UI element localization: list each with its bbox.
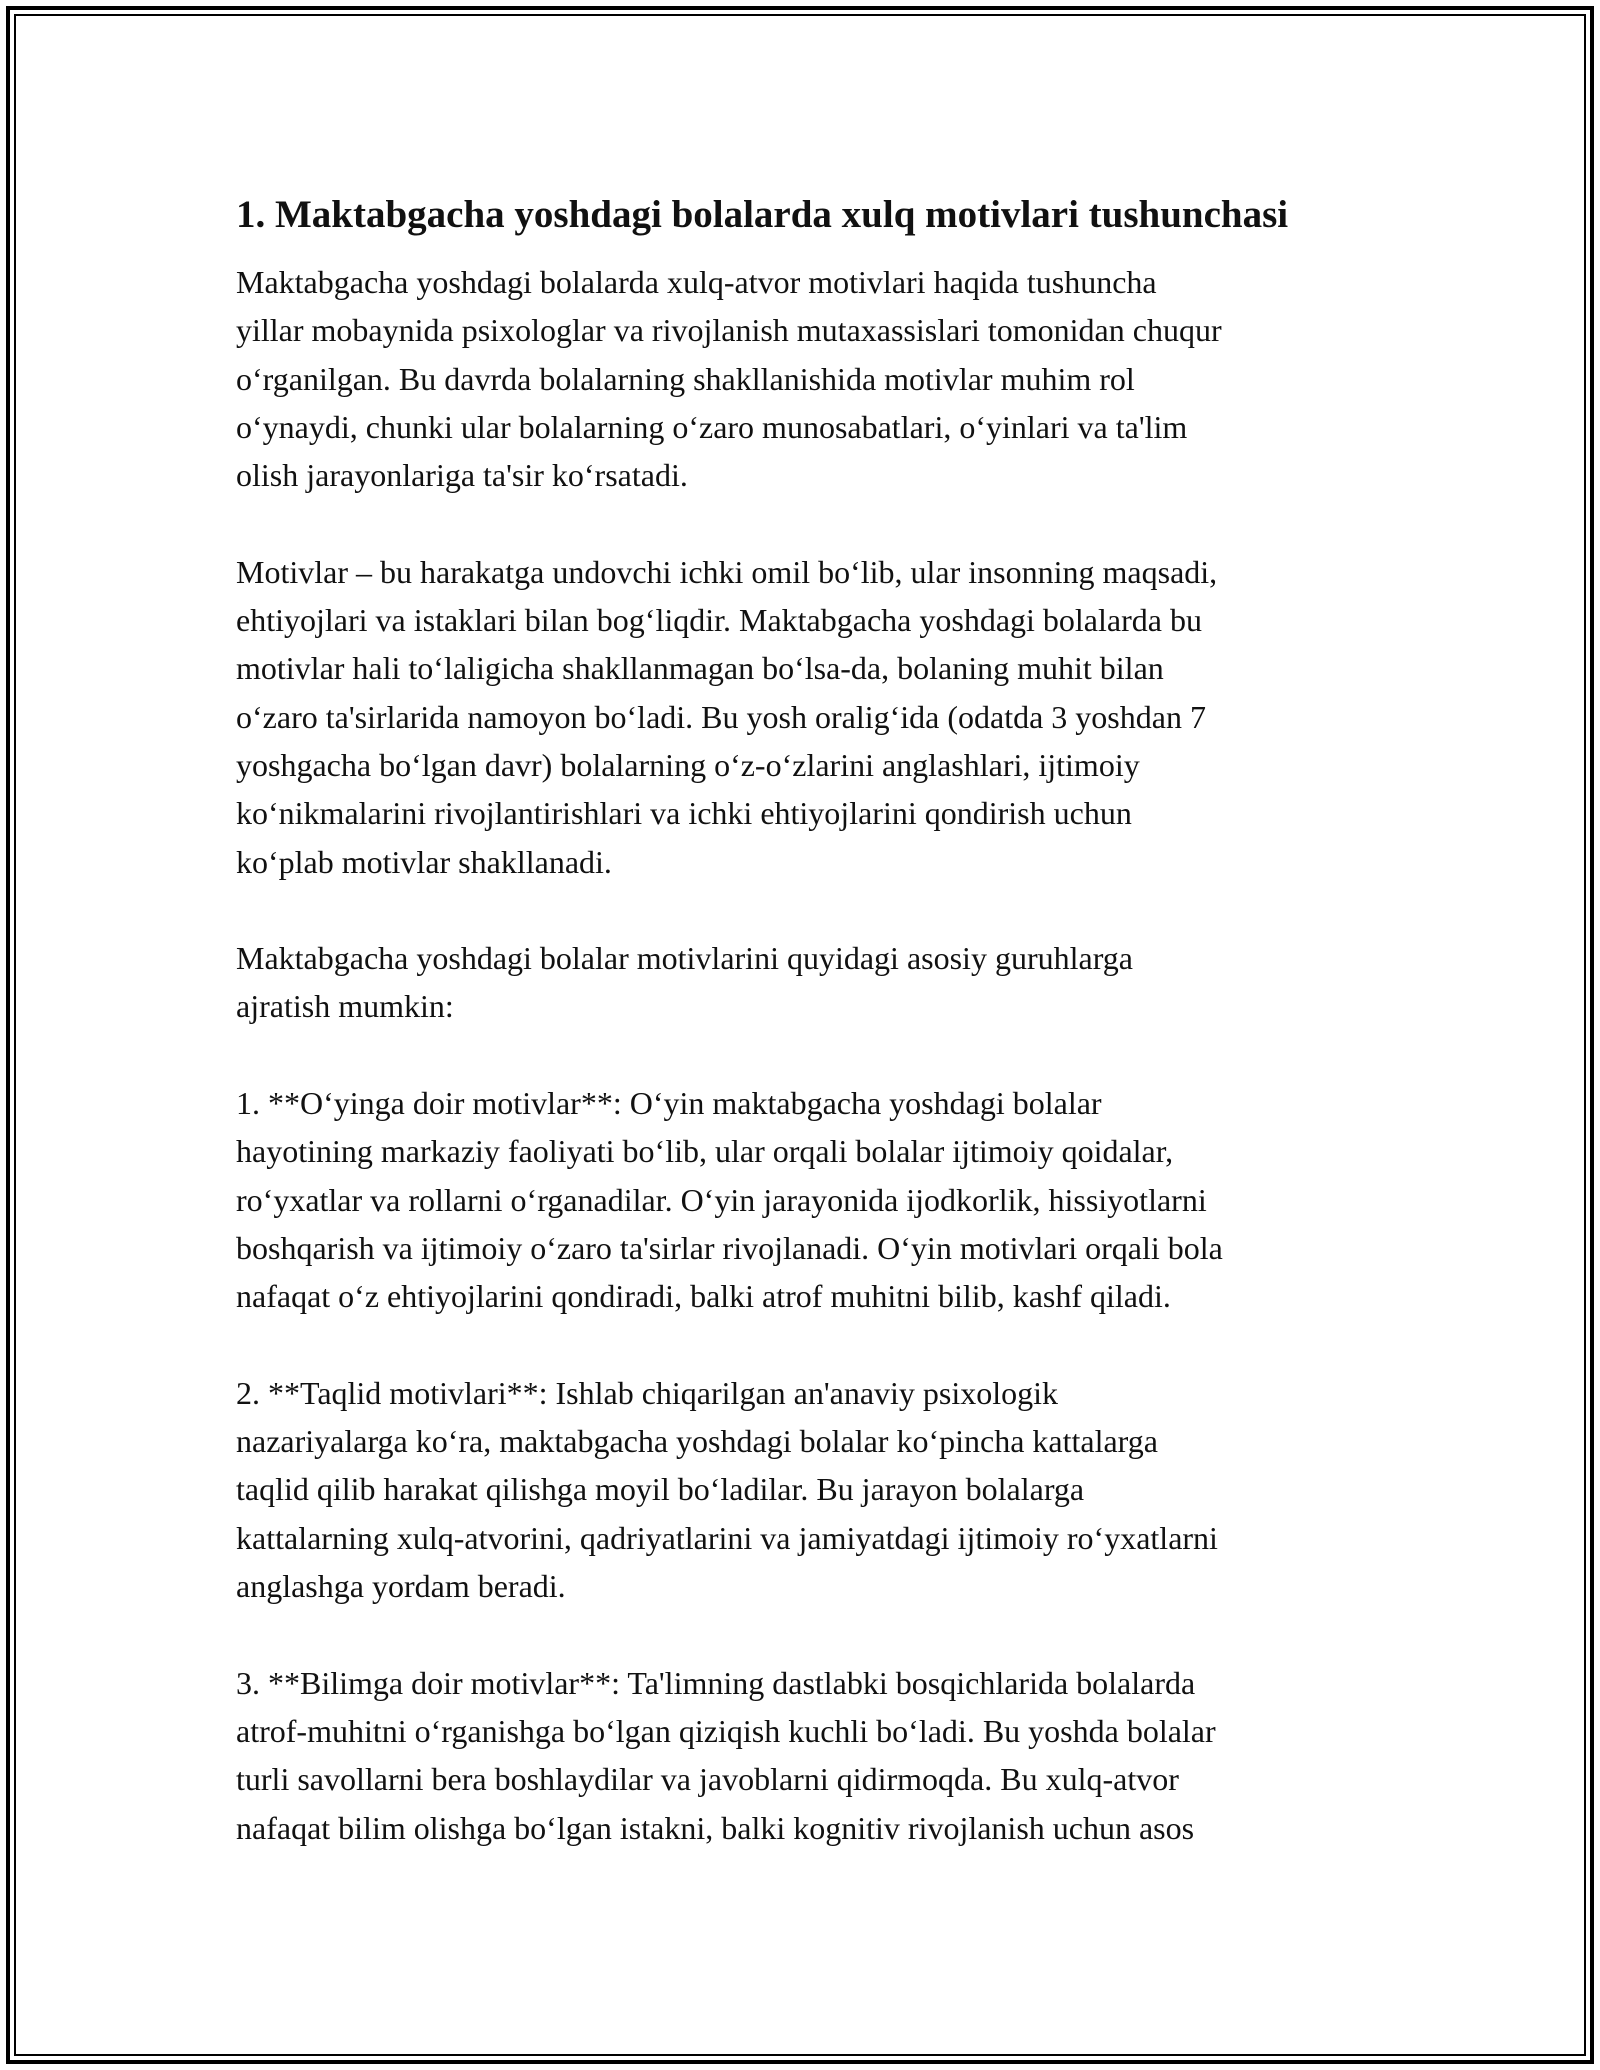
paragraph-line: motivlar hali to‘laligicha shakllanmagan bo‘lsa-da, bolaning muhit bilan	[236, 650, 1164, 687]
paragraph-line: 2. **Taqlid motivlari**: Ishlab chiqarilgan an'anaviy psixologik	[236, 1374, 1059, 1411]
paragraph-line: olish jarayonlariga ta'sir ko‘rsatadi.	[236, 457, 688, 494]
paragraph-line: nafaqat bilim olishga bo‘lgan istakni, balki kognitiv rivojlanish uchun asos	[236, 1809, 1195, 1846]
paragraph-line: ehtiyojlari va istaklari bilan bog‘liqdir. Maktabgacha yoshdagi bolalarda bu	[236, 602, 1202, 639]
paragraph-line: o‘zaro ta'sirlarida namoyon bo‘ladi. Bu yosh oralig‘ida (odatda 3 yoshdan 7	[236, 698, 1206, 735]
paragraph-line: ajratish mumkin:	[236, 988, 454, 1025]
paragraph-line: nafaqat o‘z ehtiyojlarini qondiradi, balki atrof muhitni bilib, kashf qiladi.	[236, 1278, 1171, 1315]
paragraph-line: nazariyalarga ko‘ra, maktabgacha yoshdagi bolalar ko‘pincha kattalarga	[236, 1423, 1158, 1460]
paragraph-motive-definition	[236, 548, 1376, 886]
paragraph-line: kattalarning xulq-atvorini, qadriyatlarini va jamiyatdagi ijtimoiy ro‘yxatlarni	[236, 1519, 1218, 1556]
paragraph-line: ko‘nikmalarini rivojlantirishlari va ichki ehtiyojlarini qondirish uchun	[236, 795, 1132, 832]
paragraph-knowledge-motives	[236, 1659, 1376, 1852]
paragraph-line: Maktabgacha yoshdagi bolalar motivlarini quyidagi asosiy guruhlarga	[236, 940, 1133, 977]
paragraph-line: Motivlar – bu harakatga undovchi ichki omil bo‘lib, ular insonning maqsadi,	[236, 553, 1218, 590]
paragraph-line: boshqarish va ijtimoiy o‘zaro ta'sirlar rivojlanadi. O‘yin motivlari orqali bola	[236, 1229, 1223, 1266]
paragraph-line: yillar mobaynida psixologlar va rivojlanish mutaxassislari tomonidan chuqur	[236, 312, 1222, 349]
paragraph-intro	[236, 258, 1376, 499]
paragraph-line: Maktabgacha yoshdagi bolalarda xulq-atvor motivlari haqida tushuncha	[236, 264, 1157, 300]
paragraph-line: o‘ynaydi, chunki ular bolalarning o‘zaro munosabatlari, o‘yinlari va ta'lim	[236, 408, 1188, 445]
document-body	[236, 190, 1376, 1900]
paragraph-line: taqlid qilib harakat qilishga moyil bo‘ladilar. Bu jarayon bolalarga	[236, 1471, 1085, 1508]
paragraph-line: o‘rganilgan. Bu davrda bolalarning shakllanishida motivlar muhim rol	[236, 360, 1135, 397]
paragraph-game-motives	[236, 1079, 1376, 1320]
paragraph-line: anglashga yordam beradi.	[236, 1568, 566, 1605]
paragraph-imitation-motives	[236, 1369, 1376, 1610]
paragraph-line: ro‘yxatlar va rollarni o‘rganadilar. O‘yin jarayonida ijodkorlik, hissiyotlarni	[236, 1181, 1207, 1218]
paragraph-line: hayotining markaziy faoliyati bo‘lib, ular orqali bolalar ijtimoiy qoidalar,	[236, 1133, 1174, 1170]
section-heading: 1. Maktabgacha yoshdagi bolalarda xulq motivlari tushunchasi	[236, 193, 1289, 236]
paragraph-line: atrof-muhitni o‘rganishga bo‘lgan qiziqish kuchli bo‘ladi. Bu yoshda bolalar	[236, 1712, 1216, 1749]
paragraph-line: ko‘plab motivlar shakllanadi.	[236, 843, 612, 880]
paragraph-line: yoshgacha bo‘lgan davr) bolalarning o‘z-o‘zlarini anglashlari, ijtimoiy	[236, 746, 1140, 783]
paragraph-line: turli savollarni bera boshlaydilar va javoblarni qidirmoqda. Bu xulq-atvor	[236, 1761, 1179, 1798]
paragraph-line: 1. **O‘yinga doir motivlar**: O‘yin maktabgacha yoshdagi bolalar	[236, 1085, 1102, 1122]
paragraph-groups-intro	[236, 934, 1376, 1031]
paragraph-line: 3. **Bilimga doir motivlar**: Ta'limning dastlabki bosqichlarida bolalarda	[236, 1664, 1196, 1701]
